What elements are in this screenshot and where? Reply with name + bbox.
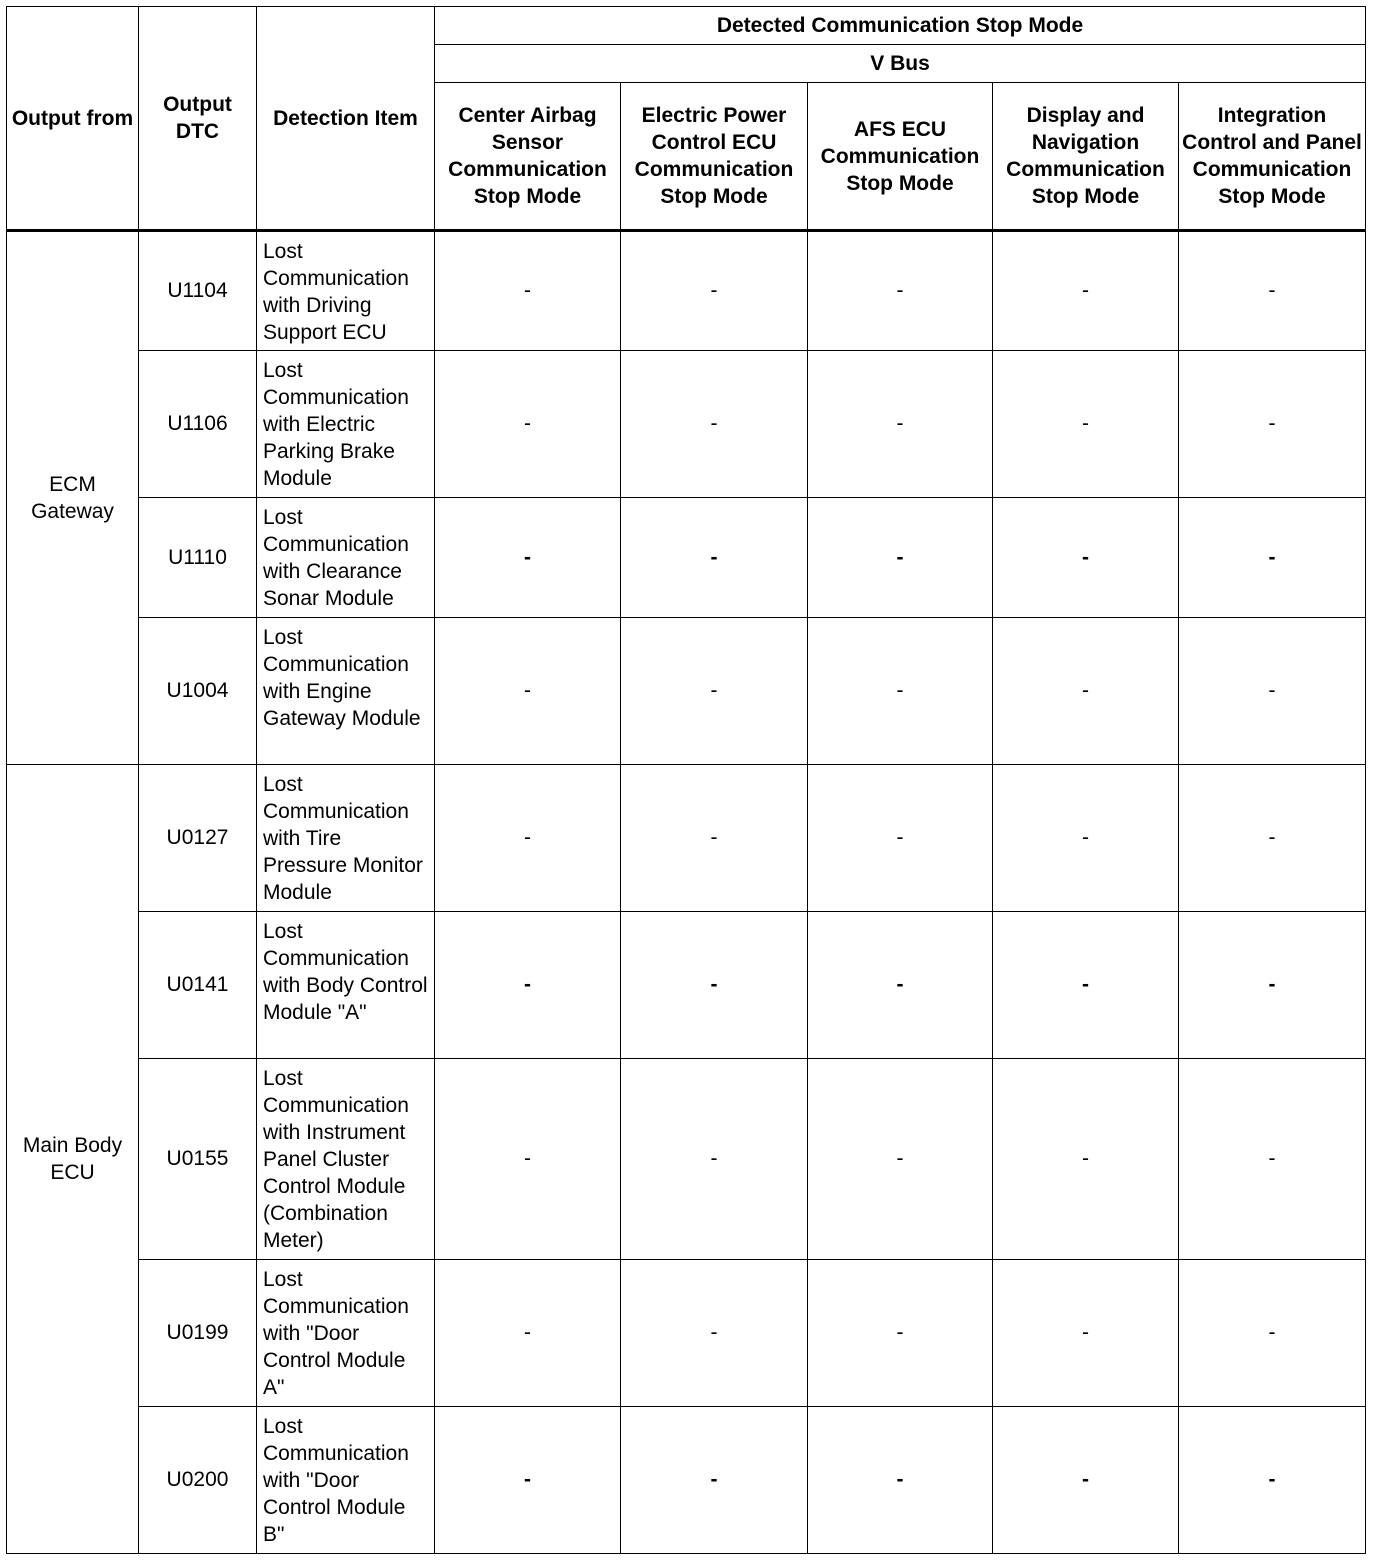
stop-mode-value-cell: - <box>808 1260 993 1407</box>
stop-mode-value-cell: - <box>808 618 993 765</box>
stop-mode-value-cell: - <box>1179 1059 1366 1260</box>
stop-mode-value-cell: - <box>993 1059 1179 1260</box>
col-detection-item: Detection Item <box>257 7 435 231</box>
dtc-code-cell: U1004 <box>139 618 257 765</box>
stop-mode-value-cell: - <box>993 1260 1179 1407</box>
dtc-table <box>6 6 1366 1554</box>
detection-item-cell: Lost Communication with Instrument Panel Cluster Control Module (Combination Meter) <box>257 1059 435 1260</box>
detection-item-cell: Lost Communication with "Door Control Module B" <box>257 1407 435 1554</box>
stop-mode-value-cell: - <box>993 351 1179 498</box>
stop-mode-value-cell: - <box>435 618 621 765</box>
dtc-code-cell: U1110 <box>139 498 257 618</box>
dtc-code-cell: U1106 <box>139 351 257 498</box>
table-row <box>7 1059 1366 1260</box>
stop-mode-value-cell: - <box>621 1059 808 1260</box>
detection-item-cell: Lost Communication with Body Control Module "A" <box>257 912 435 1059</box>
detection-item-cell: Lost Communication with Tire Pressure Monitor Module <box>257 765 435 912</box>
stop-mode-value-cell: - <box>435 351 621 498</box>
stop-mode-value-cell: - <box>993 498 1179 618</box>
stop-mode-value-cell: - <box>808 1059 993 1260</box>
stop-mode-value-cell: - <box>808 765 993 912</box>
col-group-detected-stop-mode: Detected Communication Stop Mode <box>435 7 1366 45</box>
stop-mode-value-cell: - <box>808 912 993 1059</box>
stop-mode-value-cell: - <box>621 1260 808 1407</box>
detection-item-cell: Lost Communication with Driving Support ECU <box>257 231 435 351</box>
table-row <box>7 765 1366 912</box>
stop-mode-value-cell: - <box>808 351 993 498</box>
stop-mode-value-cell: - <box>435 498 621 618</box>
table-row <box>7 231 1366 351</box>
stop-mode-value-cell: - <box>621 498 808 618</box>
stop-mode-value-cell: - <box>993 765 1179 912</box>
dtc-code-cell: U0155 <box>139 1059 257 1260</box>
table-row <box>7 351 1366 498</box>
stop-mode-value-cell: - <box>621 618 808 765</box>
dtc-code-cell: U0200 <box>139 1407 257 1554</box>
stop-mode-value-cell: - <box>621 1407 808 1554</box>
stop-mode-value-cell: - <box>1179 765 1366 912</box>
col-electric-power: Electric Power Control ECU Communication Stop Mode <box>621 83 808 231</box>
table-body <box>7 231 1366 1554</box>
stop-mode-value-cell: - <box>993 1407 1179 1554</box>
stop-mode-value-cell: - <box>1179 231 1366 351</box>
detection-item-cell: Lost Communication with "Door Control Module A" <box>257 1260 435 1407</box>
col-center-airbag: Center Airbag Sensor Communication Stop Mode <box>435 83 621 231</box>
stop-mode-value-cell: - <box>1179 912 1366 1059</box>
stop-mode-value-cell: - <box>621 351 808 498</box>
stop-mode-value-cell: - <box>1179 1260 1366 1407</box>
stop-mode-value-cell: - <box>993 618 1179 765</box>
stop-mode-value-cell: - <box>435 765 621 912</box>
output-from-cell: ECM Gateway <box>7 231 139 765</box>
table-header <box>7 7 1366 231</box>
output-from-cell: Main Body ECU <box>7 765 139 1554</box>
stop-mode-value-cell: - <box>808 231 993 351</box>
detection-item-cell: Lost Communication with Engine Gateway Module <box>257 618 435 765</box>
detection-item-cell: Lost Communication with Electric Parking Brake Module <box>257 351 435 498</box>
stop-mode-value-cell: - <box>621 912 808 1059</box>
dtc-code-cell: U0199 <box>139 1260 257 1407</box>
table-row <box>7 1260 1366 1407</box>
stop-mode-value-cell: - <box>1179 618 1366 765</box>
stop-mode-value-cell: - <box>621 765 808 912</box>
table-row <box>7 1407 1366 1554</box>
stop-mode-value-cell: - <box>435 1260 621 1407</box>
dtc-code-cell: U0141 <box>139 912 257 1059</box>
table-row <box>7 912 1366 1059</box>
dtc-code-cell: U1104 <box>139 231 257 351</box>
stop-mode-value-cell: - <box>993 231 1179 351</box>
col-group-v-bus: V Bus <box>435 45 1366 83</box>
detection-item-cell: Lost Communication with Clearance Sonar Module <box>257 498 435 618</box>
stop-mode-value-cell: - <box>1179 1407 1366 1554</box>
stop-mode-value-cell: - <box>1179 498 1366 618</box>
stop-mode-value-cell: - <box>1179 351 1366 498</box>
table-row <box>7 498 1366 618</box>
col-output-dtc: Output DTC <box>139 7 257 231</box>
table-row <box>7 618 1366 765</box>
stop-mode-value-cell: - <box>621 231 808 351</box>
stop-mode-value-cell: - <box>808 498 993 618</box>
col-afs-ecu: AFS ECU Communication Stop Mode <box>808 83 993 231</box>
dtc-code-cell: U0127 <box>139 765 257 912</box>
stop-mode-value-cell: - <box>435 231 621 351</box>
stop-mode-value-cell: - <box>435 1407 621 1554</box>
col-display-navigation: Display and Navigation Communication Stop Mode <box>993 83 1179 231</box>
stop-mode-value-cell: - <box>993 912 1179 1059</box>
stop-mode-value-cell: - <box>435 912 621 1059</box>
col-integration-control: Integration Control and Panel Communication Stop Mode <box>1179 83 1366 231</box>
stop-mode-value-cell: - <box>435 1059 621 1260</box>
col-output-from: Output from <box>7 7 139 231</box>
stop-mode-value-cell: - <box>808 1407 993 1554</box>
